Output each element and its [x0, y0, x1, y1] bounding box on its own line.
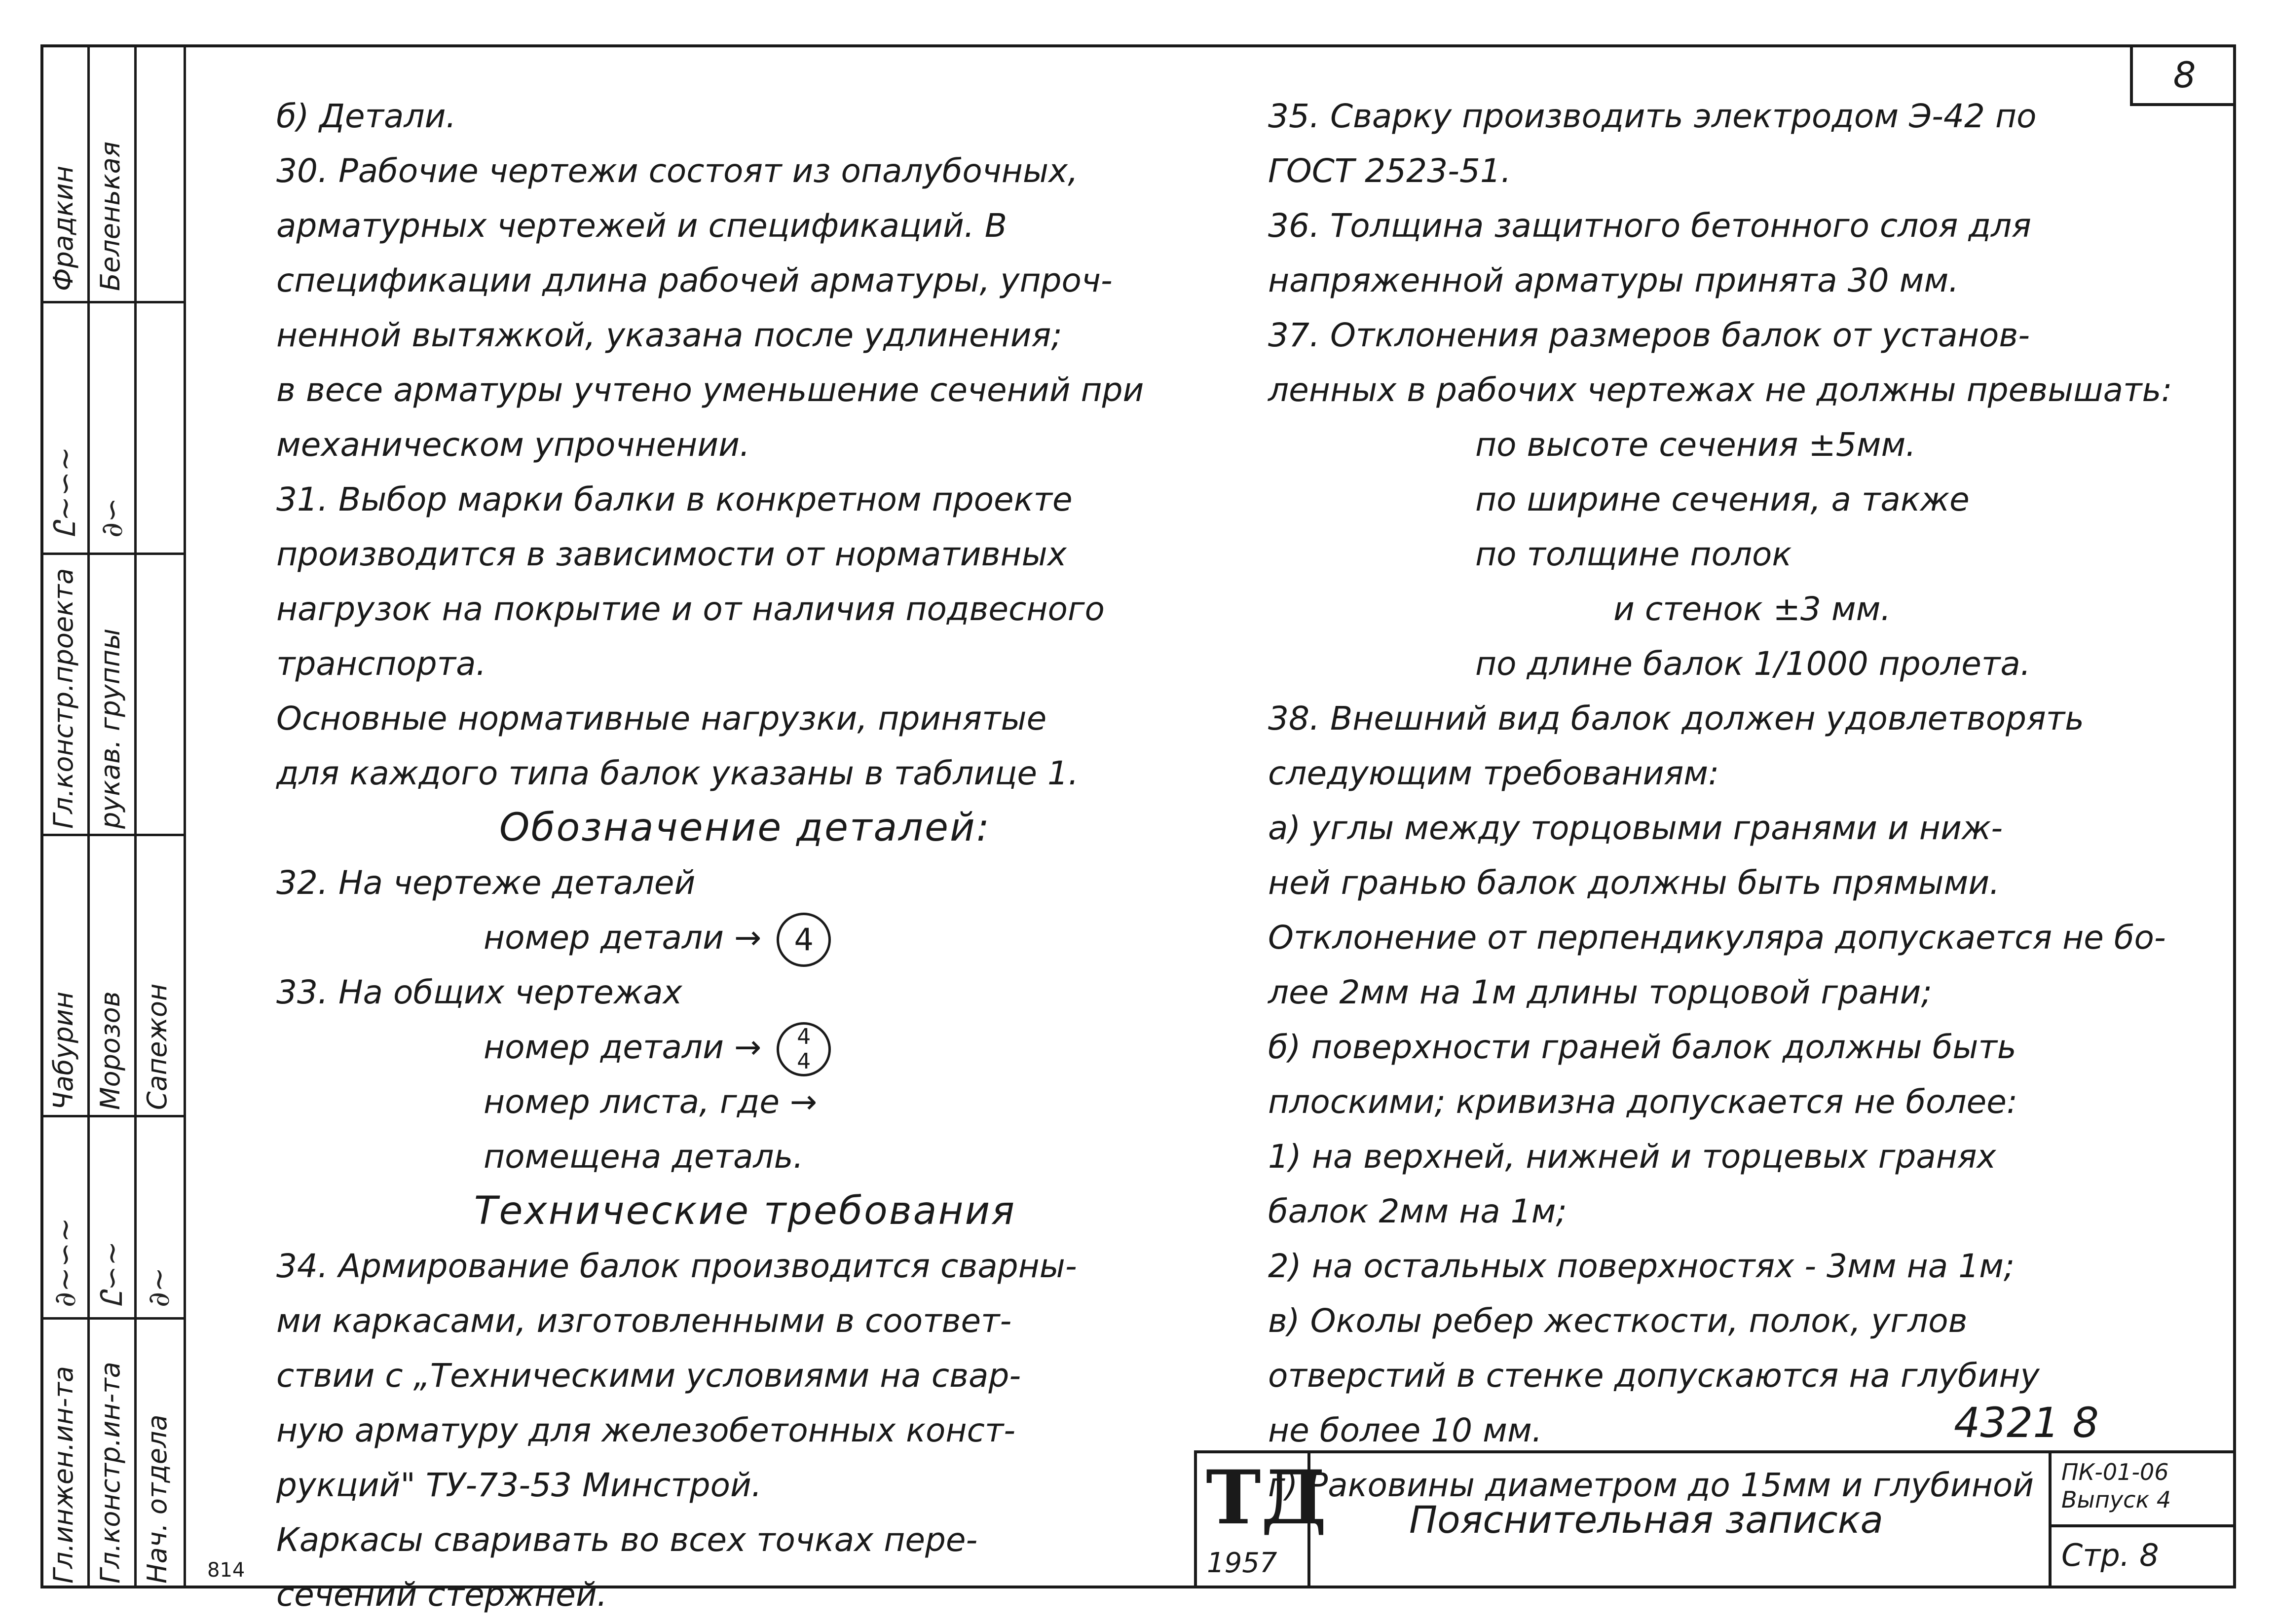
circle-bottom: 4 [797, 1048, 811, 1074]
text-line: балок 2мм на 1м; [1268, 1192, 1567, 1230]
text-line: 33. На общих чертежах [276, 973, 682, 1011]
text-line: номер листа, где [484, 1083, 780, 1121]
text-line: 36. Толщина защитного бетонного слоя для [1268, 207, 2031, 245]
signature: ∂∼∽∼ [48, 1218, 82, 1307]
signature: Ꮭ∽∼ [95, 1241, 129, 1307]
inventory-number: 4321 8 [1954, 1399, 2099, 1447]
text-line: Основные нормативные нагрузки, принятые [276, 700, 1047, 738]
signature: ∂∽ [95, 497, 129, 538]
stamp-name: Сапежон [142, 983, 173, 1110]
text-line: помещена деталь. [484, 1138, 804, 1176]
text-line: плоскими; кривизна допускается не более: [1268, 1083, 2018, 1121]
text-line: в весе арматуры учтено уменьшение сечений при [276, 371, 1144, 409]
text-line: номер листа, где → [484, 1083, 818, 1121]
text-line: ленных в рабочих чертежах не должны превышать: [1268, 371, 2172, 409]
series-code [2052, 1453, 2236, 1527]
signature: Ꮭ∼∽∼ [48, 446, 82, 538]
tolerance-line: и стенок ±3 мм. [1613, 590, 1891, 628]
logo-cell [1197, 1453, 1327, 1588]
text-line: ГОСТ 2523-51. [1268, 152, 1511, 190]
text-line: для каждого типа балок указаны в таблице 1. [276, 754, 1079, 792]
text-line: производится в зависимости от нормативных [276, 535, 1067, 573]
text-line: не более 10 мм. [1268, 1411, 1542, 1449]
series-code-line: ПК-01-06 [2061, 1459, 2169, 1485]
text-line: 38. Внешний вид балок должен удовлетворять [1268, 700, 2085, 738]
year: 1957 [1207, 1547, 1277, 1579]
text-line: номер детали [484, 919, 724, 957]
right-text-column [1268, 89, 2205, 1513]
text-line: б) Детали. [276, 97, 456, 135]
section-heading: Обозначение деталей: [499, 806, 991, 850]
text-line: ненной вытяжкой, указана после удлинения; [276, 316, 1062, 354]
signature: ∂∼ [142, 1267, 176, 1307]
text-line: 31. Выбор марки балки в конкретном проекте [276, 480, 1073, 518]
tolerance-line: по высоте сечения ±5мм. [1475, 426, 1916, 464]
text-line: 32. На чертеже деталей [276, 864, 696, 902]
stamp-divider [40, 301, 184, 303]
stamp-column-3 [134, 44, 186, 1588]
stamp-role: Гл.констр.ин-та [95, 1362, 126, 1584]
text-line: 2) на остальных поверхностях - 3мм на 1м; [1268, 1247, 2015, 1285]
text-line: нагрузок на покрытие и от наличия подвесного [276, 590, 1105, 628]
tolerance-line: по толщине полок [1475, 535, 1792, 573]
text-line: ми каркасами, изготовленными в соответ- [276, 1302, 1012, 1340]
stamp-divider [40, 553, 184, 555]
document-title: Пояснительная записка [1409, 1498, 1884, 1542]
text-line: 37. Отклонения размеров балок от установ- [1268, 316, 2030, 354]
text-line: механическом упрочнении. [276, 426, 750, 464]
left-text-column [276, 89, 1214, 1622]
code-cell [2049, 1453, 2236, 1588]
sheet-number: 8 [2130, 44, 2236, 106]
tolerance-line: по ширине сечения, а также [1475, 480, 1970, 518]
text-line: сечений стержней. [276, 1576, 607, 1614]
stamp-name: Морозов [95, 991, 126, 1110]
text-line: напряженной арматуры принята 30 мм. [1268, 261, 1959, 299]
text-line: 30. Рабочие чертежи состоят из опалубочных, [276, 152, 1079, 190]
text-line: г) Раковины диаметром до 15мм и глубиной [1268, 1466, 2034, 1504]
td-logo: ТД [1206, 1454, 1327, 1541]
stamp-role: рукав. группы [95, 628, 126, 829]
page-label: Стр. 8 [2061, 1537, 2159, 1573]
stamp-divider [40, 1115, 184, 1117]
text-line: 34. Армирование балок производится сварны- [276, 1247, 1077, 1285]
detail-marker-row: номер детали → 4 [276, 910, 1214, 965]
circle-top: 4 [797, 1024, 811, 1049]
stamp-divider [40, 1317, 184, 1320]
text-line: арматурных чертежей и спецификаций. В [276, 207, 1008, 245]
text-line: б) поверхности граней балок должны быть [1268, 1028, 2016, 1066]
text-line: спецификации длина рабочей арматуры, упроч- [276, 261, 1113, 299]
text-line: 1) на верхней, нижней и торцевых гранях [1268, 1138, 1996, 1176]
text-line: Каркасы сваривать во всех точках пере- [276, 1521, 978, 1559]
text-line: ную арматуру для железобетонных конст- [276, 1411, 1016, 1449]
detail-circle: 4 [777, 913, 831, 967]
stamp-role: Гл.инжен.ин-та [48, 1366, 79, 1584]
stamp-name: Беленькая [95, 141, 126, 291]
detail-sheet-circle [777, 1022, 831, 1076]
corner-number: 814 [207, 1559, 245, 1582]
text-line: рукций" ТУ-73-53 Минстрой. [276, 1466, 762, 1504]
text-line: ствии с „Техническими условиями на свар- [276, 1357, 1021, 1395]
text-line: ней гранью балок должны быть прямыми. [1268, 864, 2000, 902]
tolerance-line: по длине балок 1/1000 пролета. [1475, 645, 2031, 683]
text-line: отверстий в стенке допускаются на глубину [1268, 1357, 2040, 1395]
text-line: номер детали → 4 4 [276, 1020, 1214, 1074]
text-line: а) углы между торцовыми гранями и ниж- [1268, 809, 2003, 847]
stamp-divider [40, 834, 184, 836]
text-line: 35. Сварку производить электродом Э-42 по [1268, 97, 2037, 135]
stamp-role: Нач. отдела [142, 1414, 173, 1584]
text-line: лее 2мм на 1м длины торцовой грани; [1268, 973, 1932, 1011]
issue-line: Выпуск 4 [2061, 1486, 2171, 1513]
side-stamp [40, 44, 184, 1588]
stamp-name: Чабурин [48, 991, 79, 1110]
text-line: транспорта. [276, 645, 486, 683]
text-line: в) Околы ребер жесткости, полок, углов [1268, 1302, 1968, 1340]
text-line: Отклонение от перпендикуляра допускается не бо- [1268, 919, 2166, 957]
text-line: следующим требованиям: [1268, 754, 1719, 792]
stamp-name: Фрадкин [48, 165, 79, 291]
text-line: номер детали [484, 1028, 724, 1066]
stamp-role: Гл.констр.проекта [48, 568, 79, 829]
section-heading: Технические требования [474, 1189, 1016, 1233]
title-block [1194, 1450, 2236, 1588]
